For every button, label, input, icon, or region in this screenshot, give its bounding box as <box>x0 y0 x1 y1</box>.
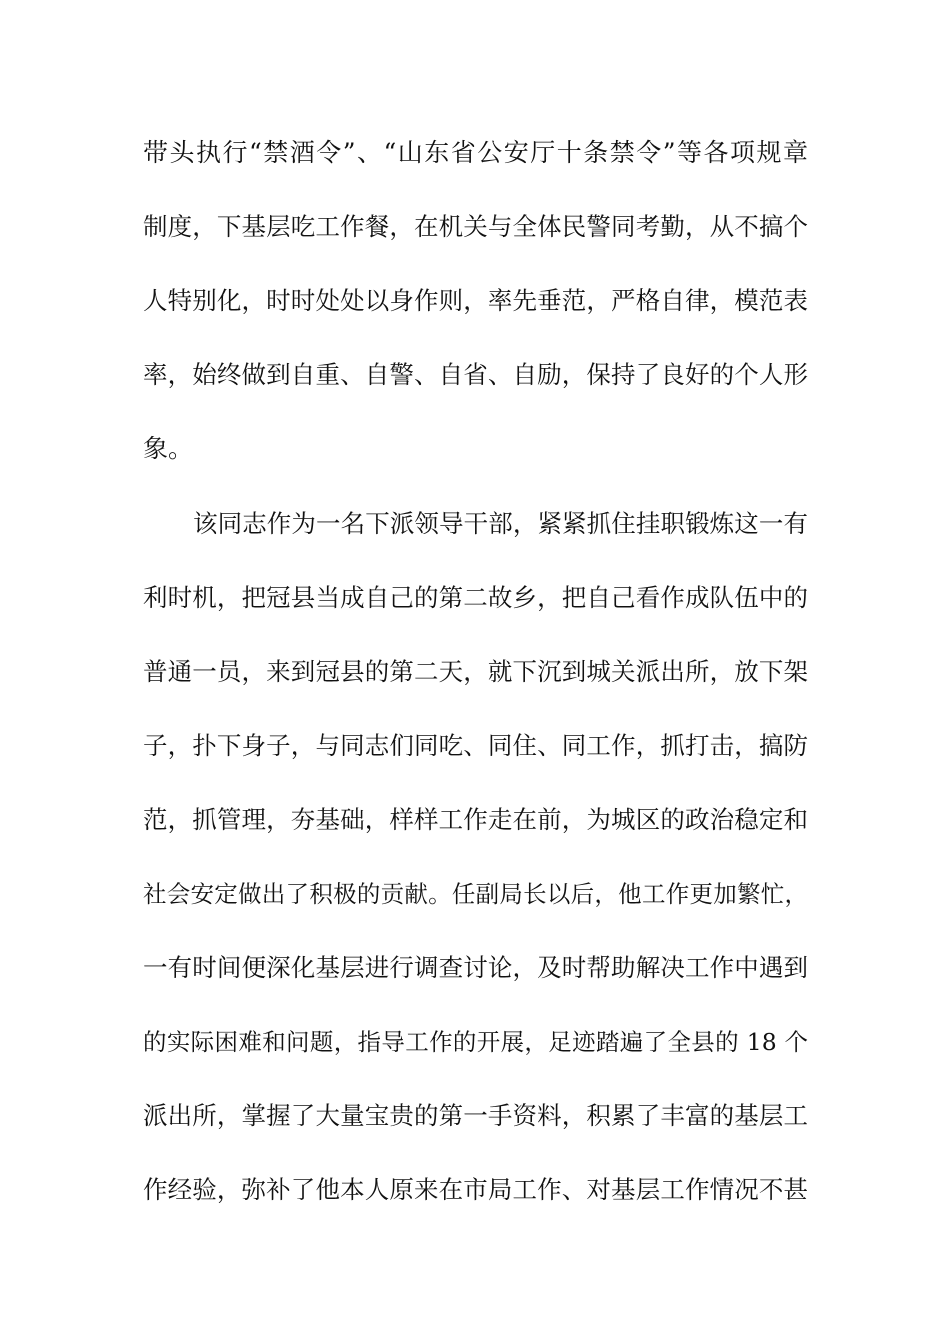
paragraph-2-line-6: 社会安定做出了积极的贡献。任副局长以后，他工作更加繁忙， <box>143 880 808 908</box>
paragraph-2-line-9: 派出所，掌握了大量宝贵的第一手资料，积累了丰富的基层工 <box>143 1101 808 1130</box>
paragraph-2-line-4: 子，扑下身子，与同志们同吃、同住、同工作，抓打击，搞防 <box>143 731 808 760</box>
paragraph-1-line-4: 率，始终做到自重、自警、自省、自励，保持了良好的个人形 <box>143 360 808 389</box>
paragraph-2-line-1: 该同志作为一名下派领导干部，紧紧抓住挂职锻炼这一有 <box>193 509 808 538</box>
paragraph-2-line-2: 利时机，把冠县当成自己的第二故乡，把自己看作成队伍中的 <box>143 583 808 612</box>
paragraph-2-line-3: 普通一员，来到冠县的第二天，就下沉到城关派出所，放下架 <box>143 657 808 686</box>
paragraph-2-line-8: 的实际困难和问题，指导工作的开展，足迹踏遍了全县的 18 个 <box>143 1028 808 1056</box>
paragraph-2-line-5: 范，抓管理，夯基础，样样工作走在前，为城区的政治稳定和 <box>143 805 808 834</box>
paragraph-1-line-5: 象。 <box>143 434 194 463</box>
paragraph-1-line-2: 制度，下基层吃工作餐，在机关与全体民警同考勤，从不搞个 <box>143 212 808 241</box>
paragraph-2-line-10: 作经验，弥补了他本人原来在市局工作、对基层工作情况不甚 <box>143 1175 808 1204</box>
paragraph-2-line-7: 一有时间便深化基层进行调查讨论，及时帮助解决工作中遇到 <box>143 953 808 982</box>
paragraph-1-line-1: 带头执行“禁酒令”、“山东省公安厅十条禁令”等各项规章 <box>143 138 808 167</box>
paragraph-1-line-3: 人特别化，时时处处以身作则，率先垂范，严格自律，模范表 <box>143 286 808 315</box>
